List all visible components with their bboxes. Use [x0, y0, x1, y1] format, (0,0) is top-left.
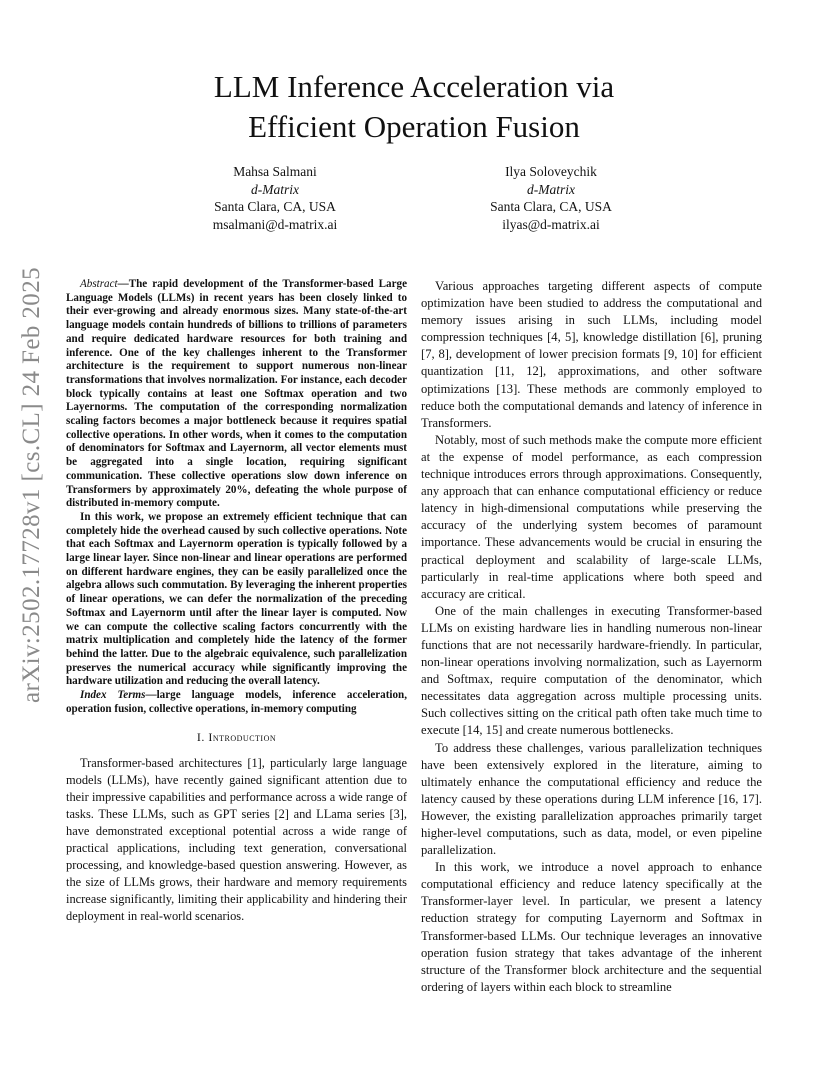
section-number: I. — [196, 729, 205, 744]
author-affiliation: d-Matrix — [251, 181, 299, 197]
intro-paragraph-right-3: One of the main challenges in executing Transformer-based LLMs on existing hardware lies in handling numerous non-linear functions that are not necessarily hardware-friendly. In particular, non-linear operations involving normalization, such as Layernorm and Softmax, require computation of the denominator, which necessitates data aggregation across multiple processing units. Such collectives sitting on the critical path often take much time to execute [14, 15] and create numerous bottlenecks. — [421, 603, 762, 738]
index-terms — [66, 689, 407, 716]
author-affiliation: d-Matrix — [527, 181, 575, 197]
intro-paragraph-right-5: In this work, we introduce a novel approach to enhance computational efficiency and reduce latency specifically at the Transformer-layer level. In particular, we present a latency reduction strategy for computing Layernorm and Softmax in Transformer-based LLMs. Our technique leverages an innovative operation fusion strategy that takes advantage of the inherent structure of the Transformer block architecture and the sequential ordering of layers within each block to streamline — [421, 860, 762, 994]
author-email: msalmani@d-matrix.ai — [212, 216, 338, 232]
author-email: ilyas@d-matrix.ai — [502, 216, 600, 232]
arxiv-identifier-text: arXiv:2502.17728v1 [cs.CL] 24 Feb 2025 — [18, 267, 45, 703]
title-line-2: Efficient Operation Fusion — [248, 109, 580, 144]
paper-title — [60, 67, 768, 147]
author-name: Mahsa Salmani — [233, 164, 317, 179]
right-column — [421, 278, 762, 996]
arxiv-identifier-stamp — [10, 267, 54, 703]
author-block-1 — [125, 163, 425, 233]
title-line-1: LLM Inference Acceleration via — [213, 69, 615, 104]
author-location: Santa Clara, CA, USA — [490, 199, 612, 214]
abstract-paragraph-1 — [66, 278, 407, 511]
author-block-2 — [401, 163, 701, 233]
intro-paragraph-right-2: Notably, most of such methods make the compute more efficient at the expense of model performance, as each compression technique introduces errors through approximations. Consequently, any approach that can enhance computational efficiency or reduce latency in high-dimensional computations while preserving the accuracy of the underlying system becomes of paramount importance. These advancements would be crucial in ensuring the practical deployment and scalability of large-scale LLMs, particularly in real-time applications where both speed and accuracy are critical. — [421, 432, 762, 601]
abstract — [66, 278, 407, 717]
index-terms-text: large language models, inference acceleration, operation fusion, collective operations, in-memory computing — [66, 689, 407, 715]
intro-paragraph-right-4: To address these challenges, various parallelization techniques have been extensively explored in the literature, aiming to ultimately enhance the computational efficiency and reduce the latency caused by these operations during LLM inference [16, 17]. However, the existing parallelization approaches primarily target higher-level computations, such as data, model, or even pipeline parallelization. — [421, 740, 762, 858]
author-name: Ilya Soloveychik — [505, 164, 597, 179]
section-heading-introduction — [66, 729, 407, 746]
intro-paragraph-left-1: Transformer-based architectures [1], particularly large language models (LLMs), have recently gained significant attention due to their impressive capabilities and performance across a wide range of tasks. These LLMs, such as GPT series [2] and LLama series [3], have demonstrated exceptional potential across a wide range of practical applications, including text generation, conversational processing, and knowledge-based question answering. However, as the size of LLMs grows, their hardware and memory requirements increase significantly, limiting their applicability and hindering their deployment in real-world scenarios. — [66, 755, 407, 924]
abstract-label: Abstract — [80, 278, 118, 290]
index-terms-dash: — — [145, 689, 157, 702]
abstract-paragraph-2: In this work, we propose an extremely efficient technique that can completely hide the overhead caused by such collective operations. Note that each Softmax and Layernorm operation is typically followed by a large linear layer. Since non-linear and linear operations are performed on different hardware engines, they can be easily parallelized once the algebra allows such commutation. By leveraging the inherent properties of linear operations, we can defer the normalization of the preceding Softmax and Layernorm until after the linear layer is computed. Now we can compute the collective scaling factors concurrently with the matrix multiplication and completely hide the latency of the former behind the latter. Due to the algebraic equivalence, such parallelization preserves the numerical accuracy while significantly improving the hardware utilization and reducing the overall latency. — [66, 510, 407, 688]
abstract-dash: — — [117, 278, 129, 290]
abstract-text-1: The rapid development of the Transformer-based Large Language Models (LLMs) in recent years has been closely linked to their ever-growing and already enormous sizes. Many state-of-the-art language models contain hundreds of billions to trillions of parameters and require dedicated hardware resources for both training and inference. One of the key challenges inherent to the Transformer architecture is the requirement to support numerous non-linear transformations that involves normalization. For instance, each decoder block typically contains at least one Softmax operation and two Layernorms. The computation of the corresponding normalization scaling factors becomes a major bottleneck because it requires spatial collective operations. In other words, when it comes to the computation of denominators for Softmax and Layernorm, all vector elements must be aggregated into a single location, requiring significant communication. These collective operations slow down inference on Transformers by approximately 20%, defeating the whole purpose of distributed in-memory compute. — [66, 278, 407, 510]
left-column — [66, 278, 407, 926]
section-title: Introduction — [208, 729, 277, 744]
index-terms-label: Index Terms — [80, 689, 146, 702]
author-location: Santa Clara, CA, USA — [214, 199, 336, 214]
intro-paragraph-right-1: Various approaches targeting different aspects of compute optimization have been studied to address the computational and memory issues arising in such LLMs, including model compression techniques [4, 5], knowledge distillation [6], pruning [7, 8], development of lower precision formats [9, 10] for efficient quantization [11, 12], approximations, and other software optimizations [13]. These methods are commonly employed to reduce both the computational demands and latency of inference in Transformers. — [421, 279, 762, 430]
